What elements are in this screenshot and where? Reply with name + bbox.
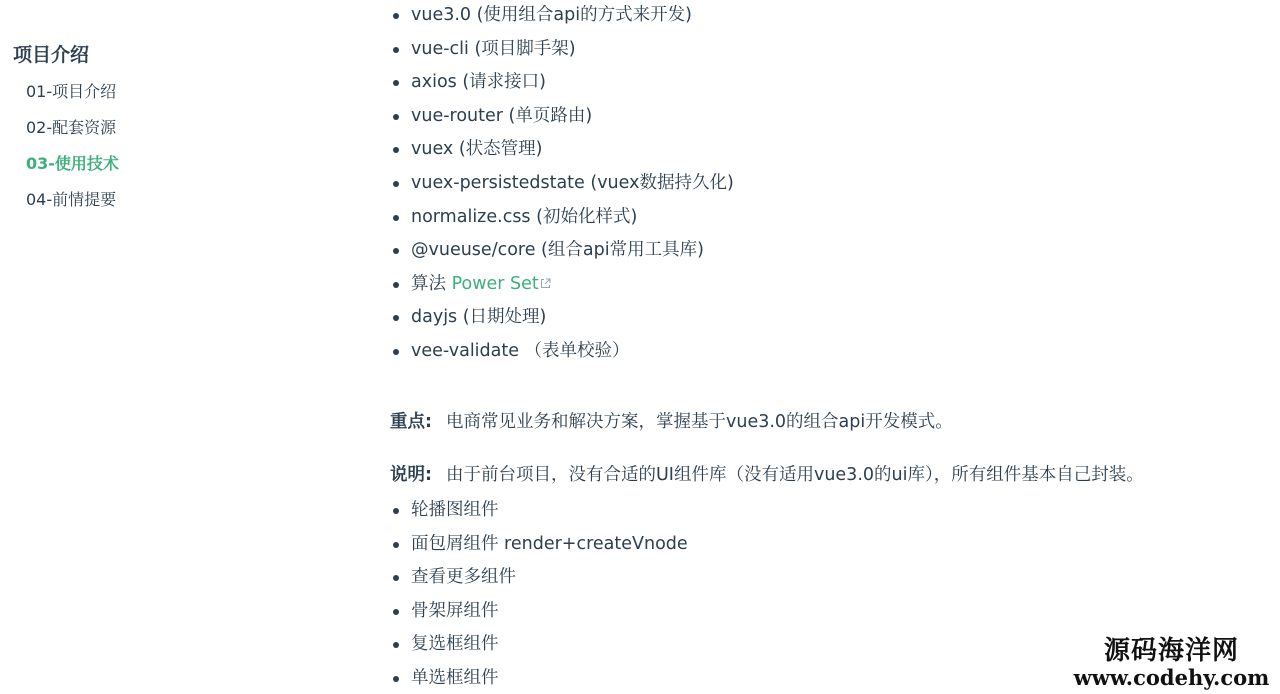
watermark-name: 源码海洋网 (1103, 636, 1239, 666)
list-item: normalize.css (初始化样式) (390, 202, 734, 236)
list-item: vue-router (单页路由) (390, 101, 734, 135)
main-content (390, 0, 1270, 694)
sidebar-item-technologies[interactable]: 03-使用技术 (26, 154, 119, 173)
sidebar-item-resources[interactable]: 02-配套资源 (26, 118, 117, 137)
list-item: vuex-persistedstate (vuex数据持久化) (390, 168, 734, 202)
list-item: axios (请求接口) (390, 67, 734, 101)
list-item: 面包屑组件 render+createVnode (390, 529, 688, 563)
tech-list (390, 0, 734, 370)
list-item: vue3.0 (使用组合api的方式来开发) (390, 0, 734, 34)
sidebar-item-project-intro[interactable]: 01-项目介绍 (26, 82, 117, 101)
list-item: 骨架屏组件 (390, 596, 688, 630)
power-set-link[interactable] (452, 274, 551, 294)
list-item: 单选框组件 (390, 663, 688, 694)
sidebar-item-preface[interactable]: 04-前情提要 (26, 190, 117, 209)
component-list (390, 495, 688, 694)
list-item (390, 269, 734, 303)
note-label: 说明: (390, 464, 432, 485)
list-item: vue-cli (项目脚手架) (390, 34, 734, 68)
watermark-url: www.codehy.com (1073, 665, 1270, 690)
list-item-prefix: 算法 (411, 273, 452, 294)
external-link-icon (540, 269, 551, 299)
power-set-link-text: Power Set (451, 273, 539, 294)
list-item: vuex (状态管理) (390, 134, 734, 168)
list-item: 查看更多组件 (390, 562, 688, 596)
list-item: dayjs (日期处理) (390, 302, 734, 336)
sidebar-title: 项目介绍 (13, 44, 90, 66)
note-text: 由于前台项目，没有合适的UI组件库（没有适用vue3.0的ui库），所有组件基本自己封装。 (446, 464, 1144, 485)
sidebar (0, 0, 360, 694)
list-item: vee-validate （表单校验） (390, 336, 734, 370)
key-point-label: 重点: (390, 411, 432, 432)
list-item: 复选框组件 (390, 629, 688, 663)
key-point-paragraph (390, 407, 953, 437)
note-paragraph (390, 460, 1144, 490)
sidebar-list (26, 80, 119, 224)
list-item: 轮播图组件 (390, 495, 688, 529)
key-point-text: 电商常见业务和解决方案，掌握基于vue3.0的组合api开发模式。 (446, 411, 953, 432)
list-item: @vueuse/core (组合api常用工具库) (390, 235, 734, 269)
watermark (1069, 636, 1274, 690)
